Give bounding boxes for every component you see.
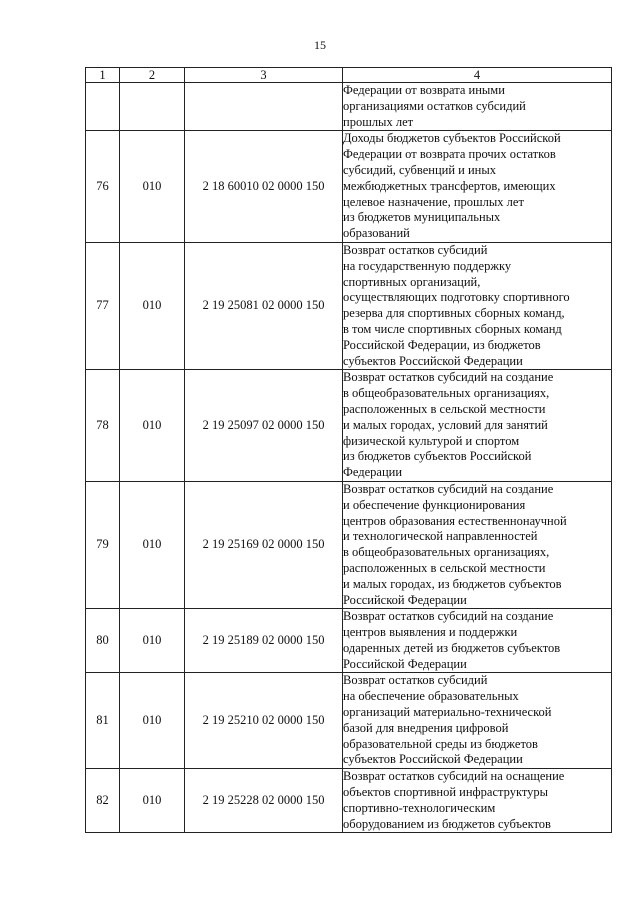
budget-classification-code-cell: 2 19 25169 02 0000 150 [185,481,343,608]
description-line: субъектов Российской Федерации [343,353,523,368]
description-line: спортивно-технологическим [343,800,496,815]
description-cell [343,131,612,243]
page-number: 15 [314,38,326,52]
description-line: из бюджетов субъектов Российской [343,449,532,464]
table-row [86,769,612,833]
admin-code-cell: 010 [120,370,185,482]
admin-code-cell: 010 [120,609,185,673]
table-body [86,83,612,833]
admin-code-cell: 010 [120,769,185,833]
table-row [86,83,612,131]
description-line: субсидий, субвенций и иных [343,162,496,177]
row-number-cell: 81 [86,673,120,769]
description-line: базой для внедрения цифровой [343,720,509,735]
description-line: Возврат остатков субсидий на создание [343,370,554,385]
description-line: спортивных организаций, [343,274,481,289]
header-col-3: 3 [185,68,343,83]
description-line: образований [343,226,410,241]
row-number-cell: 76 [86,131,120,243]
description-line: расположенных в сельской местности [343,560,546,575]
description-line: в общеобразовательных организациях, [343,545,550,560]
budget-classification-code-cell: 2 19 25210 02 0000 150 [185,673,343,769]
description-line: на государственную поддержку [343,258,512,273]
description-line: центров выявления и поддержки [343,625,518,640]
budget-classification-code-cell [185,83,343,131]
admin-code-cell: 010 [120,481,185,608]
description-line: оборудованием из бюджетов субъектов [343,816,551,831]
description-line: расположенных в сельской местности [343,401,546,416]
description-line: из бюджетов муниципальных [343,210,501,225]
description-line: физической культурой и спортом [343,433,520,448]
description-line: Возврат остатков субсидий на оснащение [343,769,565,784]
description-cell [343,83,612,131]
row-number-cell: 80 [86,609,120,673]
description-line: и малых городах, из бюджетов субъектов [343,576,562,591]
description-cell [343,242,612,369]
description-line: осуществляющих подготовку спортивного [343,290,570,305]
description-line: Федерации от возврата прочих остатков [343,147,556,162]
description-line: в общеобразовательных организациях, [343,386,550,401]
description-line: Возврат остатков субсидий [343,242,488,257]
description-line: одаренных детей из бюджетов субъектов [343,640,561,655]
table-row [86,242,612,369]
budget-classification-code-cell: 2 19 25081 02 0000 150 [185,242,343,369]
description-line: и технологической направленностей [343,529,538,544]
description-line: межбюджетных трансфертов, имеющих [343,178,556,193]
description-line: на обеспечение образовательных [343,689,519,704]
description-cell [343,481,612,608]
description-line: и малых городах, условий для занятий [343,417,548,432]
description-cell [343,769,612,833]
row-number-cell: 79 [86,481,120,608]
description-line: Возврат остатков субсидий [343,673,488,688]
budget-classification-code-cell: 2 19 25189 02 0000 150 [185,609,343,673]
description-line: образовательной среды из бюджетов [343,736,538,751]
budget-classification-code-cell: 2 18 60010 02 0000 150 [185,131,343,243]
row-number-cell: 78 [86,370,120,482]
table-row [86,131,612,243]
budget-code-table [85,67,612,833]
description-line: Федерации [343,465,403,480]
description-cell [343,370,612,482]
description-line: и обеспечение функционирования [343,497,526,512]
row-number-cell: 77 [86,242,120,369]
table-row [86,673,612,769]
description-line: центров образования естественнонаучной [343,513,567,528]
header-col-2: 2 [120,68,185,83]
table-header-row [86,68,612,83]
row-number-cell [86,83,120,131]
description-line: Возврат остатков субсидий на создание [343,481,554,496]
admin-code-cell: 010 [120,131,185,243]
description-line: прошлых лет [343,114,414,129]
description-line: организациями остатков субсидий [343,98,526,113]
description-line: в том числе спортивных сборных команд [343,321,562,336]
description-line: Российской Федерации, из бюджетов [343,337,541,352]
description-line: субъектов Российской Федерации [343,752,523,767]
budget-classification-code-cell: 2 19 25097 02 0000 150 [185,370,343,482]
table-row [86,609,612,673]
description-line: резерва для спортивных сборных команд, [343,306,565,321]
budget-classification-code-cell: 2 19 25228 02 0000 150 [185,769,343,833]
header-col-4: 4 [343,68,612,83]
description-line: Доходы бюджетов субъектов Российской [343,131,561,146]
table-row [86,370,612,482]
description-line: Российской Федерации [343,592,467,607]
table-row [86,481,612,608]
description-cell [343,609,612,673]
description-line: Возврат остатков субсидий на создание [343,609,554,624]
admin-code-cell [120,83,185,131]
description-line: организаций материально-технической [343,705,552,720]
header-col-1: 1 [86,68,120,83]
description-line: Российской Федерации [343,656,467,671]
description-line: целевое назначение, прошлых лет [343,194,524,209]
admin-code-cell: 010 [120,242,185,369]
description-cell [343,673,612,769]
row-number-cell: 82 [86,769,120,833]
description-line: Федерации от возврата иными [343,83,505,97]
description-line: объектов спортивной инфраструктуры [343,785,549,800]
admin-code-cell: 010 [120,673,185,769]
